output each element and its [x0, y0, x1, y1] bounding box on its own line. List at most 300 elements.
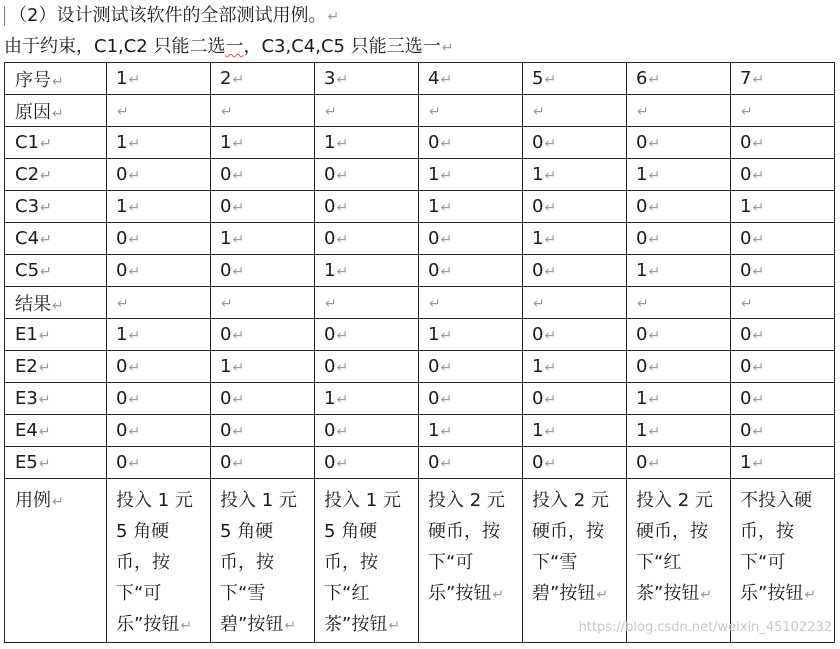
paragraph-mark-icon: ↵ [440, 392, 453, 408]
paragraph-mark-icon: ↵ [128, 360, 141, 376]
value-cell-text: 0 [636, 196, 648, 217]
value-cell-text: 1 [220, 356, 232, 377]
paragraph-mark-icon: ↵ [544, 200, 557, 216]
test-case-row [5, 479, 835, 643]
value-cell [315, 255, 419, 287]
paragraph-mark-icon: ↵ [648, 72, 661, 88]
paragraph-mark-icon: ↵ [752, 392, 765, 408]
value-cell [315, 447, 419, 479]
row-label [5, 415, 107, 447]
value-cell [419, 319, 523, 351]
text-cursor [4, 6, 5, 26]
paragraph-mark-icon: ↵ [40, 232, 52, 248]
row-label-text: E3 [15, 388, 38, 409]
paragraph-mark-icon: ↵ [440, 136, 453, 152]
value-cell-text: 0 [636, 132, 648, 153]
value-cell [211, 159, 315, 191]
value-cell-text: 0 [220, 324, 232, 345]
empty-cell [523, 95, 627, 127]
value-cell [523, 351, 627, 383]
value-cell [731, 127, 835, 159]
paragraph-mark-icon: ↵ [52, 494, 64, 510]
test-case-description [211, 479, 315, 643]
row-label [5, 191, 107, 223]
test-case-description [627, 479, 731, 643]
value-cell-text: 0 [428, 452, 440, 473]
paragraph-mark-icon: ↵ [325, 104, 337, 120]
effect-row [5, 383, 835, 415]
value-cell [627, 447, 731, 479]
paragraph-mark-icon: ↵ [38, 392, 51, 408]
paragraph-mark-icon: ↵ [637, 296, 649, 312]
paragraph-mark-icon: ↵ [648, 456, 661, 472]
value-cell-text: 0 [324, 324, 336, 345]
value-cell-text: 0 [532, 132, 544, 153]
value-cell-text: 0 [324, 420, 336, 441]
value-cell [627, 319, 731, 351]
paragraph-mark-icon: ↵ [336, 72, 349, 88]
value-cell [107, 383, 211, 415]
constraint-line [4, 34, 453, 60]
value-cell-text: 0 [532, 260, 544, 281]
value-cell-text: 1 [636, 388, 648, 409]
value-cell [731, 383, 835, 415]
paragraph-mark-icon: ↵ [232, 392, 245, 408]
value-cell-text: 0 [740, 420, 752, 441]
value-cell [211, 191, 315, 223]
case-number-cell-text: 2 [220, 68, 232, 89]
value-cell-text: 0 [740, 324, 752, 345]
row-label [5, 351, 107, 383]
value-cell-text: 0 [740, 132, 752, 153]
paragraph-mark-icon: ↵ [440, 328, 453, 344]
paragraph-mark-icon: ↵ [325, 296, 337, 312]
row-label [5, 383, 107, 415]
test-case-description-text: 投入 2 元硬币，按下“红茶”按钮 [636, 490, 713, 604]
value-cell-text: 1 [324, 260, 336, 281]
value-cell [107, 159, 211, 191]
value-cell-text: 1 [428, 420, 440, 441]
row-label-text: 用例 [15, 490, 51, 511]
case-number-cell [731, 63, 835, 95]
effect-row [5, 319, 835, 351]
value-cell [211, 127, 315, 159]
paragraph-mark-icon: ↵ [232, 72, 245, 88]
paragraph-mark-icon: ↵ [648, 136, 661, 152]
paragraph-mark-icon: ↵ [232, 328, 245, 344]
value-cell-text: 1 [532, 164, 544, 185]
value-cell [523, 127, 627, 159]
paragraph-mark-icon: ↵ [336, 360, 349, 376]
value-cell-text: 1 [532, 356, 544, 377]
paragraph-mark-icon: ↵ [752, 168, 765, 184]
value-cell-text: 1 [220, 132, 232, 153]
value-cell-text: 0 [532, 452, 544, 473]
paragraph-mark-icon: ↵ [544, 328, 557, 344]
value-cell [627, 159, 731, 191]
paragraph-mark-icon: ↵ [596, 587, 609, 603]
watermark: https://blog.csdn.net/weixin_45102232 [578, 620, 832, 635]
empty-cell [627, 287, 731, 319]
paragraph-mark-icon: ↵ [40, 264, 52, 280]
paragraph-mark-icon: ↵ [221, 296, 233, 312]
value-cell-text: 1 [636, 260, 648, 281]
value-cell [731, 351, 835, 383]
paragraph-mark-icon: ↵ [52, 73, 64, 90]
paragraph-mark-icon: ↵ [752, 360, 765, 376]
paragraph-mark-icon: ↵ [440, 168, 453, 184]
value-cell [731, 191, 835, 223]
value-cell-text: 0 [116, 228, 128, 249]
paragraph-mark-icon: ↵ [128, 456, 141, 472]
paragraph-mark-icon: ↵ [232, 232, 245, 248]
paragraph-mark-icon: ↵ [232, 168, 245, 184]
value-cell [731, 255, 835, 287]
value-cell-text: 0 [220, 420, 232, 441]
paragraph-mark-icon: ↵ [648, 168, 661, 184]
row-label-text: 原因 [15, 101, 51, 123]
effect-row [5, 351, 835, 383]
value-cell [315, 191, 419, 223]
paragraph-mark-icon: ↵ [429, 296, 441, 312]
paragraph-mark-icon: ↵ [648, 392, 661, 408]
value-cell [627, 223, 731, 255]
empty-cell [419, 95, 523, 127]
paragraph-mark-icon: ↵ [336, 168, 349, 184]
paragraph-mark-icon: ↵ [38, 456, 51, 472]
paragraph-mark-icon: ↵ [440, 232, 453, 248]
value-cell [627, 351, 731, 383]
value-cell-text: 0 [532, 324, 544, 345]
value-cell [107, 447, 211, 479]
value-cell-text: 0 [740, 388, 752, 409]
paragraph-mark-icon: ↵ [544, 456, 557, 472]
value-cell [627, 191, 731, 223]
paragraph-mark-icon: ↵ [752, 200, 765, 216]
value-cell-text: 0 [740, 228, 752, 249]
paragraph-mark-icon: ↵ [40, 168, 52, 184]
paragraph-mark-icon: ↵ [232, 456, 245, 472]
row-label [5, 127, 107, 159]
paragraph-mark-icon: ↵ [544, 424, 557, 440]
value-cell-text: 1 [324, 388, 336, 409]
paragraph-mark-icon: ↵ [637, 104, 649, 120]
value-cell-text: 0 [324, 164, 336, 185]
constraint-text-before: 由于约束，C1,C2 只能二选 [4, 36, 226, 57]
paragraph-mark-icon: ↵ [648, 424, 661, 440]
case-number-cell [523, 63, 627, 95]
empty-cell [211, 95, 315, 127]
value-cell [523, 223, 627, 255]
value-cell [523, 159, 627, 191]
paragraph-mark-icon: ↵ [544, 264, 557, 280]
value-cell [523, 415, 627, 447]
value-cell [107, 415, 211, 447]
value-cell [419, 447, 523, 479]
value-cell [211, 223, 315, 255]
paragraph-mark-icon: ↵ [232, 136, 245, 152]
case-number-cell [315, 63, 419, 95]
row-label-text: E5 [15, 452, 38, 473]
test-case-description-text: 不投入硬币，按下“可乐”按钮 [740, 490, 812, 604]
paragraph-mark-icon: ↵ [752, 328, 765, 344]
value-cell-text: 0 [428, 228, 440, 249]
test-case-description-text: 投入 2 元硬币，按下“雪碧”按钮 [532, 490, 609, 604]
paragraph-mark-icon: ↵ [128, 232, 141, 248]
row-label-text: C2 [15, 164, 40, 185]
paragraph-mark-icon: ↵ [544, 392, 557, 408]
value-cell [627, 415, 731, 447]
value-cell [419, 351, 523, 383]
value-cell [419, 383, 523, 415]
paragraph-mark-icon: ↵ [752, 264, 765, 280]
paragraph-mark-icon: ↵ [180, 618, 193, 634]
paragraph-mark-icon: ↵ [128, 392, 141, 408]
paragraph-mark-icon: ↵ [232, 360, 245, 376]
value-cell-text: 0 [740, 260, 752, 281]
case-number-cell [107, 63, 211, 95]
paragraph-mark-icon: ↵ [336, 424, 349, 440]
row-label-text: E1 [15, 324, 38, 345]
value-cell-text: 0 [740, 164, 752, 185]
test-case-description [523, 479, 627, 643]
table-header-row [5, 63, 835, 95]
paragraph-mark-icon: ↵ [441, 40, 454, 56]
empty-cell [211, 287, 315, 319]
paragraph-mark-icon: ↵ [40, 200, 52, 216]
value-cell [627, 383, 731, 415]
case-number-cell-text: 6 [636, 68, 648, 89]
paragraph-mark-icon: ↵ [440, 200, 453, 216]
paragraph-mark-icon: ↵ [117, 104, 129, 120]
case-number-cell [419, 63, 523, 95]
value-cell-text: 1 [428, 164, 440, 185]
value-cell [523, 447, 627, 479]
value-cell [107, 255, 211, 287]
test-case-description [107, 479, 211, 643]
value-cell-text: 1 [428, 196, 440, 217]
value-cell-text: 1 [428, 324, 440, 345]
cause-row [5, 127, 835, 159]
paragraph-mark-icon: ↵ [117, 296, 129, 312]
value-cell-text: 1 [116, 324, 128, 345]
paragraph-mark-icon: ↵ [128, 136, 141, 152]
value-cell-text: 0 [636, 452, 648, 473]
value-cell-text: 0 [324, 228, 336, 249]
value-cell-text: 1 [324, 132, 336, 153]
case-number-cell-text: 7 [740, 68, 752, 89]
value-cell-text: 1 [220, 228, 232, 249]
case-number-cell-text: 4 [428, 68, 440, 89]
value-cell-text: 0 [116, 452, 128, 473]
value-cell [315, 415, 419, 447]
value-cell [315, 319, 419, 351]
row-label-text: C3 [15, 196, 40, 217]
value-cell [419, 255, 523, 287]
cause-row [5, 191, 835, 223]
value-cell [211, 319, 315, 351]
value-cell-text: 1 [532, 420, 544, 441]
value-cell [107, 351, 211, 383]
value-cell-text: 1 [116, 132, 128, 153]
value-cell-text: 0 [636, 356, 648, 377]
paragraph-mark-icon: ↵ [752, 456, 765, 472]
constraint-text-after: ，C3,C4,C5 只能三选一 [243, 36, 441, 57]
cause-row [5, 223, 835, 255]
row-label-text: C4 [15, 228, 40, 249]
value-cell-text: 1 [740, 452, 752, 473]
paragraph-mark-icon: ↵ [544, 360, 557, 376]
paragraph-mark-icon: ↵ [648, 360, 661, 376]
value-cell-text: 0 [428, 388, 440, 409]
value-cell-text: 1 [740, 196, 752, 217]
paragraph-mark-icon: ↵ [38, 424, 51, 440]
value-cell-text: 0 [324, 452, 336, 473]
value-cell-text: 0 [220, 196, 232, 217]
paragraph-mark-icon: ↵ [752, 424, 765, 440]
test-case-description [419, 479, 523, 643]
value-cell-text: 0 [220, 164, 232, 185]
paragraph-mark-icon: ↵ [648, 264, 661, 280]
row-label [5, 447, 107, 479]
paragraph-mark-icon: ↵ [533, 296, 545, 312]
value-cell-text: 0 [636, 324, 648, 345]
value-cell [107, 319, 211, 351]
section-row-causes [5, 95, 835, 127]
value-cell [731, 223, 835, 255]
paragraph-mark-icon: ↵ [700, 587, 713, 603]
value-cell [107, 191, 211, 223]
value-cell [315, 383, 419, 415]
value-cell [315, 127, 419, 159]
value-cell [211, 447, 315, 479]
paragraph-mark-icon: ↵ [741, 296, 753, 312]
value-cell-text: 1 [116, 196, 128, 217]
value-cell [211, 255, 315, 287]
paragraph-mark-icon: ↵ [544, 72, 557, 88]
value-cell-text: 0 [116, 164, 128, 185]
row-label [5, 63, 107, 95]
value-cell-text: 0 [428, 260, 440, 281]
empty-cell [107, 287, 211, 319]
case-number-cell-text: 3 [324, 68, 336, 89]
paragraph-mark-icon: ↵ [752, 72, 765, 88]
value-cell-text: 0 [636, 228, 648, 249]
section-heading [0, 2, 339, 30]
paragraph-mark-icon: ↵ [429, 104, 441, 120]
value-cell [419, 223, 523, 255]
row-label [5, 223, 107, 255]
paragraph-mark-icon: ↵ [38, 328, 51, 344]
paragraph-mark-icon: ↵ [128, 200, 141, 216]
value-cell [315, 351, 419, 383]
value-cell [315, 223, 419, 255]
test-case-description-text: 投入 1 元 5 角硬币，按下“红茶”按钮 [324, 490, 401, 635]
spellcheck-underlined-text: 一 [225, 36, 244, 57]
paragraph-mark-icon: ↵ [804, 587, 817, 603]
row-label [5, 479, 107, 643]
cause-row [5, 159, 835, 191]
section-row-effects [5, 287, 835, 319]
value-cell [419, 191, 523, 223]
case-number-cell [211, 63, 315, 95]
paragraph-mark-icon: ↵ [440, 424, 453, 440]
value-cell-text: 0 [428, 132, 440, 153]
paragraph-mark-icon: ↵ [752, 232, 765, 248]
value-cell [523, 383, 627, 415]
paragraph-mark-icon: ↵ [52, 297, 64, 314]
paragraph-mark-icon: ↵ [128, 264, 141, 280]
empty-cell [315, 287, 419, 319]
value-cell [107, 127, 211, 159]
value-cell-text: 0 [532, 388, 544, 409]
paragraph-mark-icon: ↵ [221, 104, 233, 120]
empty-cell [107, 95, 211, 127]
paragraph-mark-icon: ↵ [40, 136, 52, 152]
empty-cell [419, 287, 523, 319]
value-cell [627, 127, 731, 159]
paragraph-mark-icon: ↵ [648, 328, 661, 344]
value-cell [627, 255, 731, 287]
value-cell [107, 223, 211, 255]
test-case-description-text: 投入 2 元硬币，按下“可乐”按钮 [428, 490, 505, 604]
paragraph-mark-icon: ↵ [232, 264, 245, 280]
row-label-text: E2 [15, 356, 38, 377]
paragraph-mark-icon: ↵ [128, 72, 141, 88]
row-label [5, 159, 107, 191]
value-cell [523, 191, 627, 223]
value-cell [211, 351, 315, 383]
value-cell-text: 0 [116, 420, 128, 441]
row-label-text: E4 [15, 420, 38, 441]
paragraph-mark-icon: ↵ [533, 104, 545, 120]
test-case-description [315, 479, 419, 643]
empty-cell [315, 95, 419, 127]
case-number-cell [627, 63, 731, 95]
paragraph-mark-icon: ↵ [440, 360, 453, 376]
cause-row [5, 255, 835, 287]
test-case-description [731, 479, 835, 643]
paragraph-mark-icon: ↵ [128, 424, 141, 440]
empty-cell [523, 287, 627, 319]
value-cell [211, 415, 315, 447]
heading-text: （2）设计测试该软件的全部测试用例。 [9, 5, 327, 26]
value-cell-text: 0 [220, 388, 232, 409]
paragraph-mark-icon: ↵ [38, 360, 51, 376]
value-cell-text: 0 [324, 196, 336, 217]
paragraph-mark-icon: ↵ [284, 618, 297, 634]
value-cell [419, 415, 523, 447]
value-cell [523, 319, 627, 351]
paragraph-mark-icon: ↵ [336, 136, 349, 152]
value-cell [731, 319, 835, 351]
value-cell-text: 0 [220, 452, 232, 473]
row-label [5, 287, 107, 319]
test-case-table [4, 62, 835, 643]
effect-row [5, 447, 835, 479]
value-cell-text: 1 [636, 420, 648, 441]
paragraph-mark-icon: ↵ [232, 424, 245, 440]
row-label-text: C1 [15, 132, 40, 153]
paragraph-mark-icon: ↵ [336, 232, 349, 248]
row-label-text: 结果 [15, 293, 51, 315]
value-cell-text: 0 [116, 260, 128, 281]
empty-cell [731, 95, 835, 127]
row-label-text: C5 [15, 260, 40, 281]
value-cell-text: 0 [116, 388, 128, 409]
value-cell [315, 159, 419, 191]
paragraph-mark-icon: ↵ [388, 618, 401, 634]
